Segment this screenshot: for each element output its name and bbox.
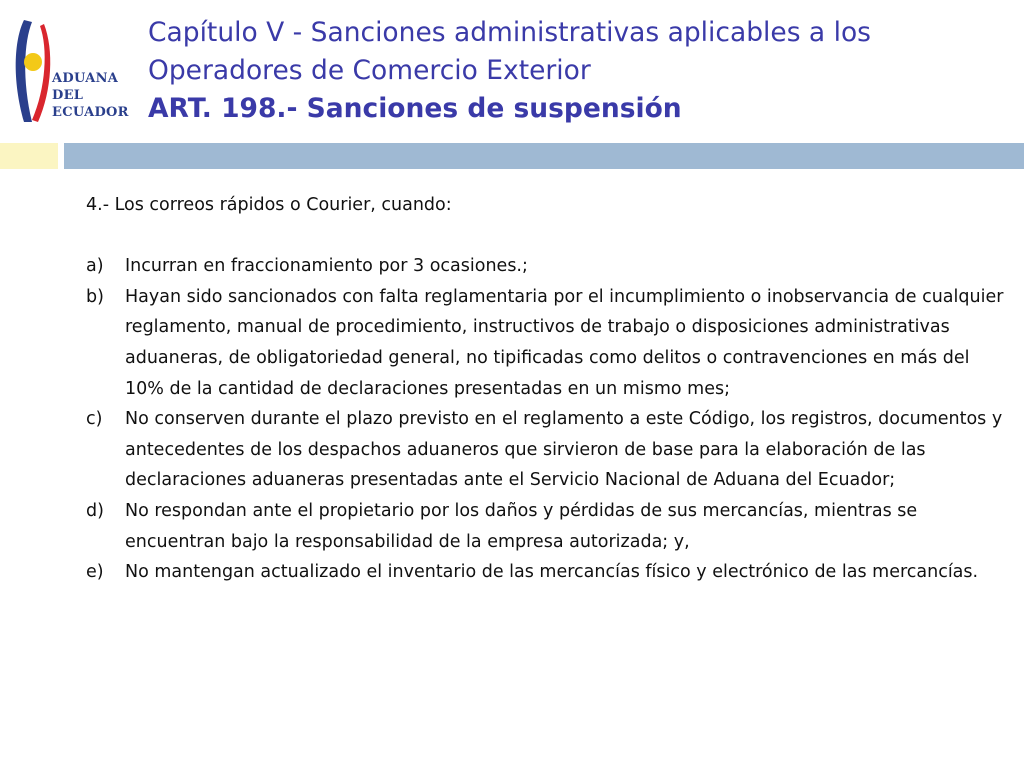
list-item-text: Hayan sido sancionados con falta reglamentaria por el incumplimiento o inobservancia de cualquier reglamento, manual de procedimiento, instructivos de trabajo o disposiciones administrativas aduaneras, de obligatoriedad general, no tipificadas como delitos o contravenciones en más del 10% de la cantidad de declaraciones presentadas en un mismo mes;	[125, 286, 1004, 399]
title-line-3: ART. 198.- Sanciones de suspensión	[148, 93, 682, 124]
logo-line-1: ADUANA	[52, 71, 119, 86]
aduana-logo	[10, 18, 135, 128]
list-item-text: Incurran en fraccionamiento por 3 ocasiones.;	[125, 256, 528, 277]
list-item-letter: c)	[86, 409, 103, 430]
list-item-letter: b)	[86, 286, 104, 307]
intro-text: 4.- Los correos rápidos o Courier, cuando:	[86, 195, 452, 215]
list-item-letter: d)	[86, 500, 104, 521]
header-band-blue	[64, 143, 1024, 169]
list-item-text: No conserven durante el plazo previsto en el reglamento a este Código, los registros, documentos y antecedentes de los despachos aduaneros que sirvieron de base para la elaboración de las declaraciones aduaneras presentadas ante el Servicio Nacional de Aduana del Ecuador;	[125, 409, 1003, 491]
slide-title	[148, 14, 1018, 128]
logo-line-2: DEL	[52, 88, 84, 103]
logo-wordmark	[52, 70, 129, 121]
list-item-letter: a)	[86, 256, 104, 277]
header-band-yellow	[0, 143, 58, 169]
list-item	[86, 557, 1006, 588]
slide-content	[86, 190, 1006, 588]
list-item-letter: e)	[86, 562, 104, 583]
list-item	[86, 282, 1006, 404]
list-item	[86, 251, 1006, 282]
title-line-2: Operadores de Comercio Exterior	[148, 55, 591, 86]
list-item-text: No mantengan actualizado el inventario de las mercancías físico y electrónico de las mercancías.	[125, 562, 979, 583]
title-line-1: Capítulo V - Sanciones administrativas aplicables a los	[148, 17, 871, 48]
logo-line-3: ECUADOR	[52, 105, 129, 120]
list-item-text: No respondan ante el propietario por los daños y pérdidas de sus mercancías, mientras se encuentran bajo la responsabilidad de la empresa autorizada; y,	[125, 500, 918, 552]
list-item	[86, 496, 1006, 557]
list-item	[86, 404, 1006, 496]
